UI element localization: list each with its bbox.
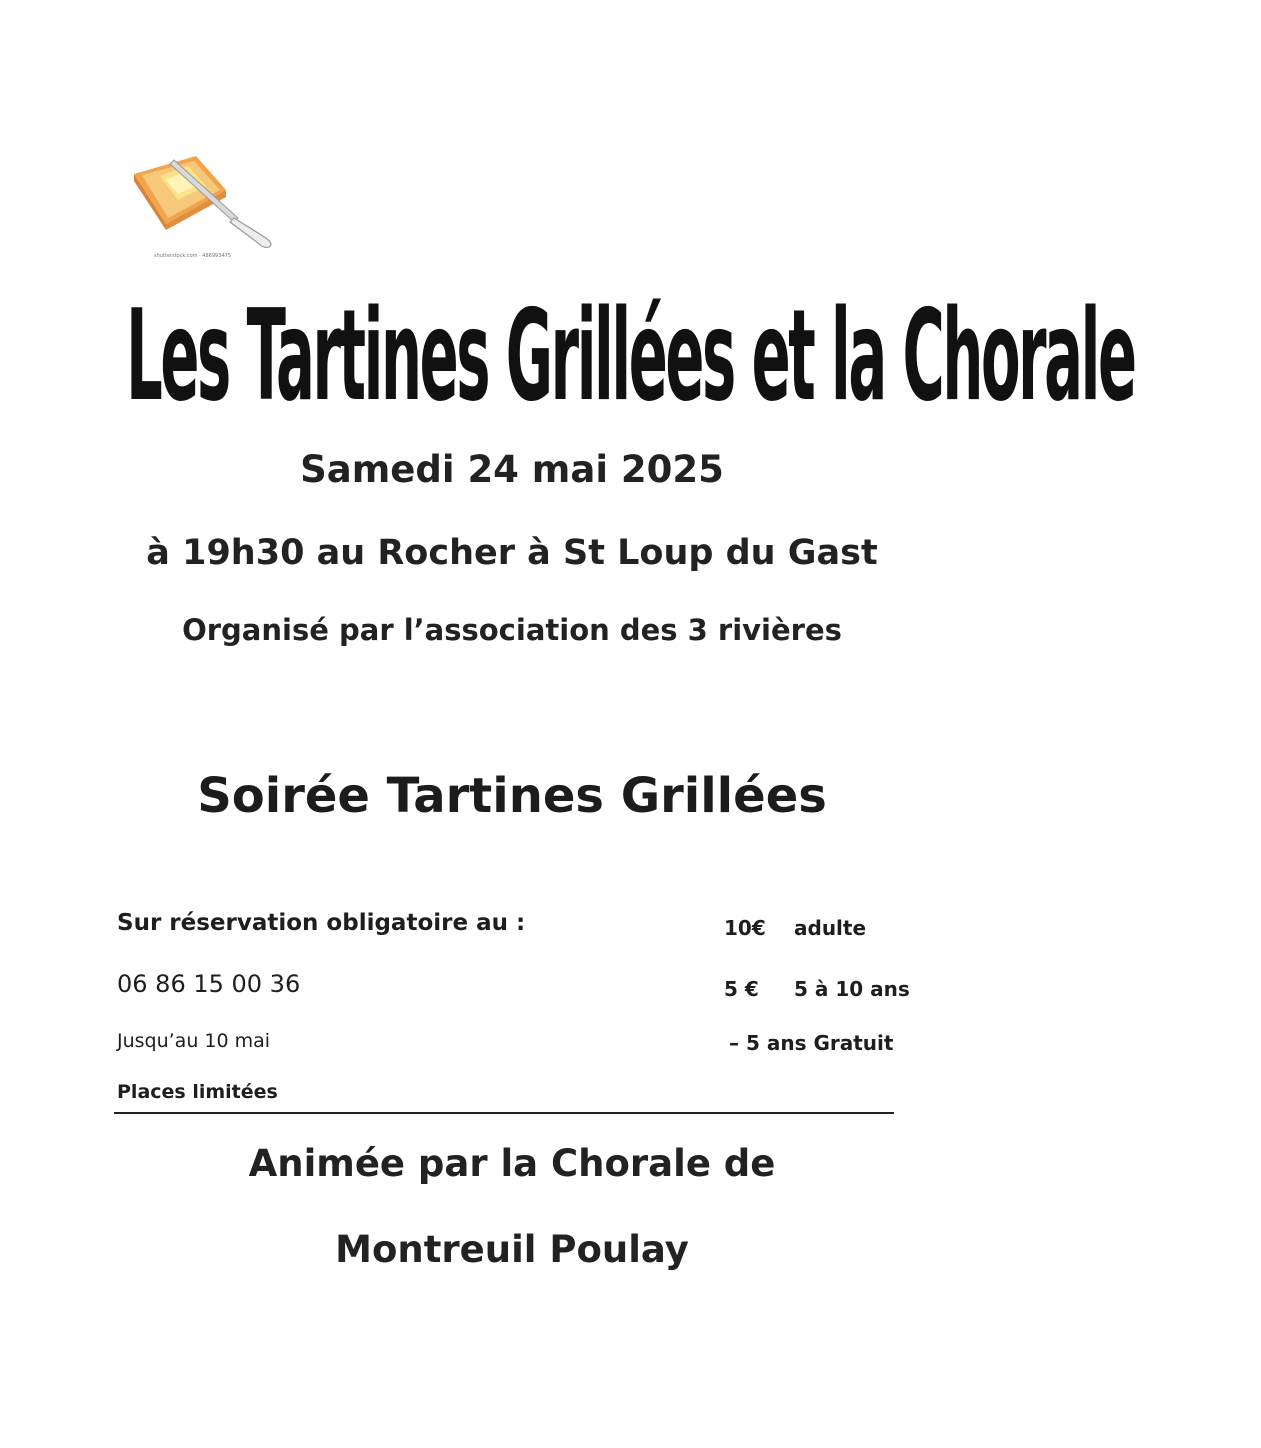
price-adult-amount: 10€: [724, 916, 766, 940]
separator-line: [114, 1112, 894, 1114]
limited-places-note: Places limitées: [117, 1081, 278, 1103]
title-block: [0, 281, 1135, 432]
event-time-place: à 19h30 au Rocher à St Loup du Gast: [146, 533, 878, 573]
event-headline: Soirée Tartines Grillées: [197, 768, 827, 824]
price-adult-label: adulte: [794, 916, 867, 940]
price-free-label: – 5 ans Gratuit: [729, 1031, 894, 1055]
price-child-label: 5 à 10 ans: [794, 977, 910, 1001]
event-date: Samedi 24 mai 2025: [300, 448, 724, 491]
event-organizer: Organisé par l’association des 3 rivières: [182, 613, 842, 647]
reservation-deadline: Jusqu’au 10 mai: [117, 1030, 271, 1052]
toast-with-butter-knife-icon: [126, 148, 278, 252]
page-title: Les Tartines Grillées et la Chorale: [126, 281, 1135, 429]
stock-image-caption: shutterstock.com · 486993475: [154, 253, 231, 259]
phone-number: 06 86 15 00 36: [117, 970, 301, 998]
price-child-amount: 5 €: [724, 977, 759, 1001]
footer-line-2: Montreuil Poulay: [335, 1228, 689, 1271]
reservation-label: Sur réservation obligatoire au :: [117, 910, 526, 936]
footer-line-1: Animée par la Chorale de: [248, 1142, 776, 1185]
